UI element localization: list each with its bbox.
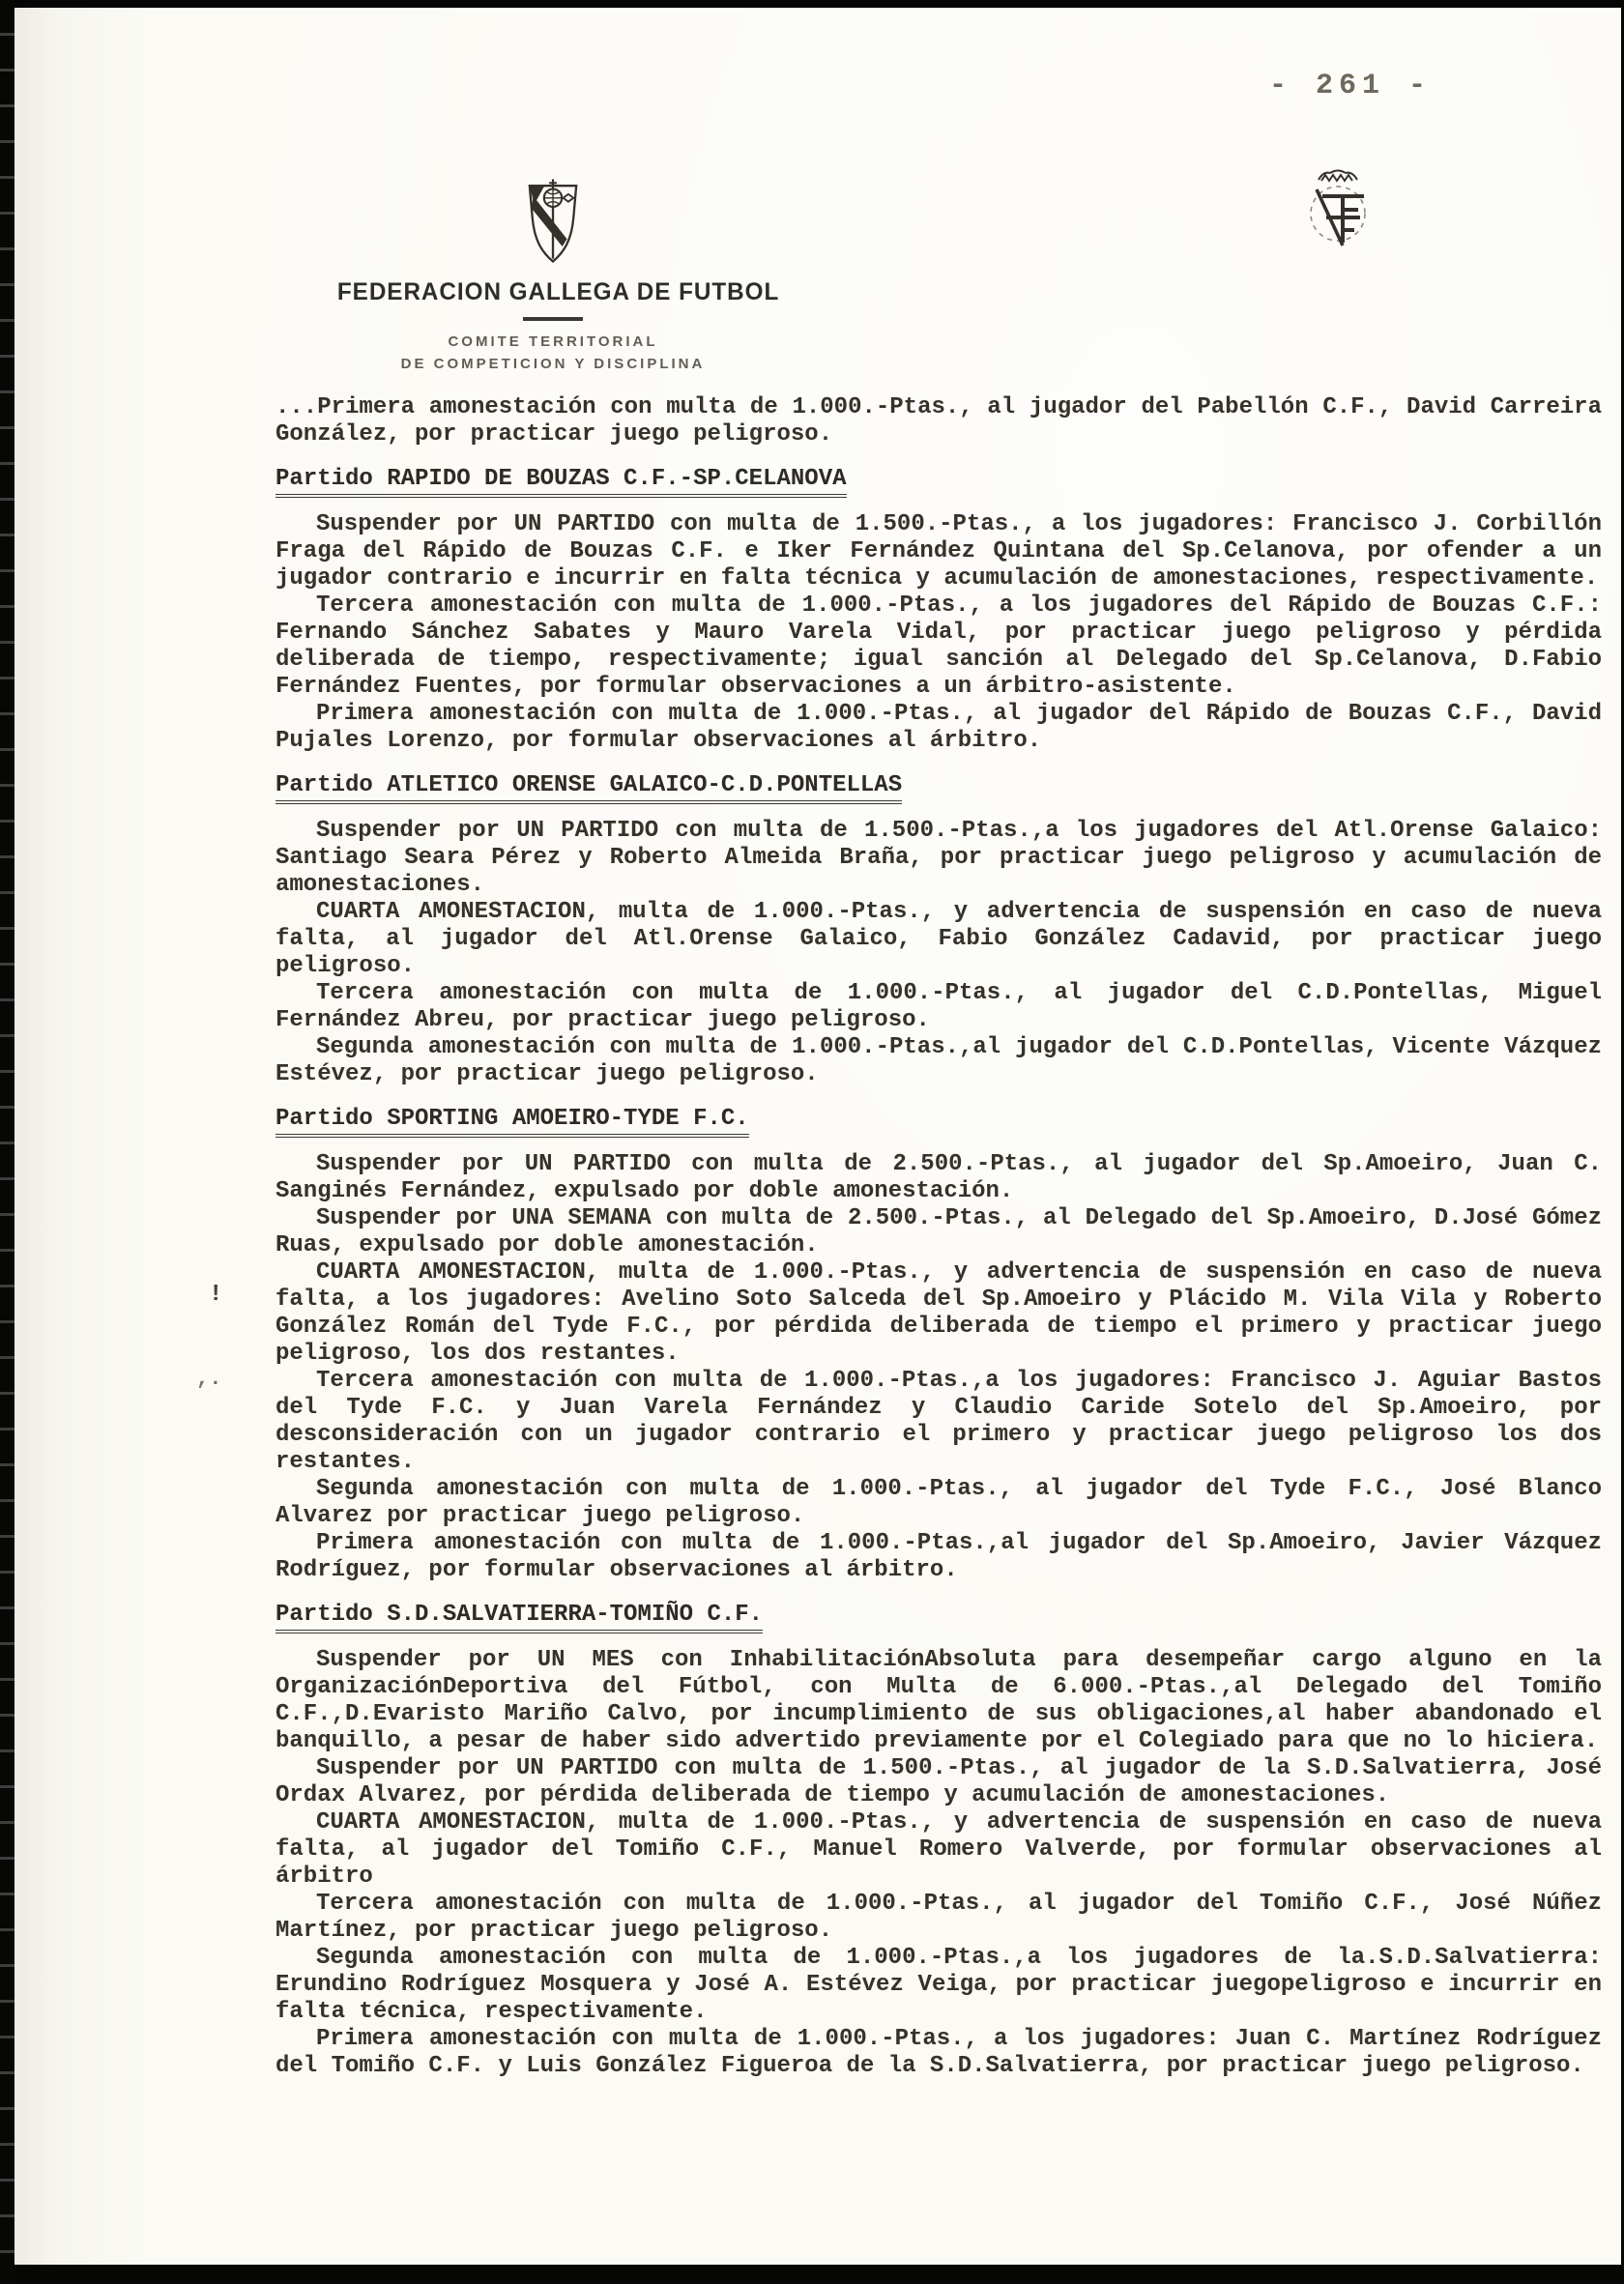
match-section-heading: Partido RAPIDO DE BOUZAS C.F.-SP.CELANOVA bbox=[276, 466, 847, 498]
intro-paragraph: ...Primera amonestación con multa de 1.000.-Ptas., al jugador del Pabellón C.F., David Carreira González, por practicar juego peligroso. bbox=[276, 394, 1602, 448]
committee-line-1: COMITE TERRITORIAL bbox=[448, 333, 658, 350]
match-section-heading: Partido SPORTING AMOEIRO-TYDE F.C. bbox=[276, 1106, 749, 1138]
stray-ink-mark: ,. bbox=[196, 1367, 222, 1391]
match-section-heading: Partido S.D.SALVATIERRA-TOMIÑO C.F. bbox=[276, 1602, 763, 1633]
sanction-paragraph: Tercera amonestación con multa de 1.000.-Ptas., al jugador del Tomiño C.F., José Núñez Martínez, por practicar juego peligroso. bbox=[276, 1891, 1602, 1944]
sanction-paragraph: Tercera amonestación con multa de 1.000.-Ptas., al jugador del C.D.Pontellas, Miguel Fernández Abreu, por practicar juego peligroso. bbox=[276, 980, 1602, 1033]
sanction-paragraph: Suspender por UN PARTIDO con multa de 2.500.-Ptas., al jugador del Sp.Amoeiro, Juan C. Sanginés Fernández, expulsado por doble amonestación. bbox=[276, 1151, 1602, 1204]
sanction-paragraph: Tercera amonestación con multa de 1.000.-Ptas.,a los jugadores: Francisco J. Aguiar Bastos del Tyde F.C. y Juan Varela Fernández y Claudio Caride Sotelo del Sp.Amoeiro, por desconsideración con un jugador contrario el primero y practicar juego peligroso los dos restantes. bbox=[276, 1368, 1602, 1475]
sanction-paragraph: Primera amonestación con multa de 1.000.-Ptas., a los jugadores: Juan C. Martínez Rodríguez del Tomiño C.F. y Luis González Figueroa de la S.D.Salvatierra, por practicar juego peligroso. bbox=[276, 2026, 1602, 2079]
stray-ink-mark: ! bbox=[209, 1282, 223, 1308]
scan-left-border bbox=[0, 0, 14, 2284]
sanction-paragraph: Segunda amonestación con multa de 1.000.-Ptas.,al jugador del C.D.Pontellas, Vicente Vázquez Estévez, por practicar juego peligroso. bbox=[276, 1034, 1602, 1087]
federation-shield-logo bbox=[525, 172, 581, 267]
committee-line-2: DE COMPETICION Y DISCIPLINA bbox=[400, 356, 706, 372]
sanction-paragraph: Suspender por UN PARTIDO con multa de 1.500.-Ptas., al jugador de la S.D.Salvatierra, José Ordax Alvarez, por pérdida deliberada de tiempo y acumulación de amonestaciones. bbox=[276, 1755, 1602, 1808]
sanction-paragraph: CUARTA AMONESTACION, multa de 1.000.-Ptas., y advertencia de suspensión en caso de nueva falta, a los jugadores: Avelino Soto Salceda del Sp.Amoeiro y Plácido M. Vila Vila y Roberto González Román del Tyde F.C., por pérdida deliberada de tiempo el primero y practicar juego peligroso, los dos restantes. bbox=[276, 1259, 1602, 1367]
organization-name: FEDERACION GALLEGA DE FUTBOL bbox=[336, 278, 780, 305]
sanction-paragraph: Tercera amonestación con multa de 1.000.-Ptas., a los jugadores del Rápido de Bouzas C.F.: Fernando Sánchez Sabates y Mauro Varela Vidal, por practicar juego peligroso y pérdida deliberada de tiempo, respectivamente; igual sanción al Delegado del Sp.Celanova, D.Fabio Fernández Fuentes, por formular observaciones a un árbitro-asistente. bbox=[276, 593, 1602, 700]
sanction-paragraph: CUARTA AMONESTACION, multa de 1.000.-Ptas., y advertencia de suspensión en caso de nueva falta, al jugador del Tomiño C.F., Manuel Romero Valverde, por formular observaciones al árbitro bbox=[276, 1809, 1602, 1890]
match-section-heading: Partido ATLETICO ORENSE GALAICO-C.D.PONTELLAS bbox=[276, 772, 902, 804]
sanction-paragraph: Segunda amonestación con multa de 1.000.-Ptas., al jugador del Tyde F.C., José Blanco Alvarez por practicar juego peligroso. bbox=[276, 1476, 1602, 1529]
letterhead-divider bbox=[523, 317, 583, 321]
sanction-paragraph: Primera amonestación con multa de 1.000.-Ptas., al jugador del Rápido de Bouzas C.F., David Pujales Lorenzo, por formular observaciones al árbitro. bbox=[276, 701, 1602, 754]
sanction-paragraph: Primera amonestación con multa de 1.000.-Ptas.,al jugador del Sp.Amoeiro, Javier Vázquez Rodríguez, por formular observaciones al árbitro. bbox=[276, 1530, 1602, 1583]
letterhead bbox=[331, 172, 780, 372]
sanction-paragraph: Suspender por UN PARTIDO con multa de 1.500.-Ptas., a los jugadores: Francisco J. Corbillón Fraga del Rápido de Bouzas C.F. e Iker Fernández Quintana del Sp.Celanova, por ofender a un jugador contrario e incurrir en falta técnica y acumulación de amonestaciones, respectivamente. bbox=[276, 511, 1602, 592]
crown-ff-crest-logo bbox=[1302, 160, 1372, 257]
sanction-paragraph: CUARTA AMONESTACION, multa de 1.000.-Ptas., y advertencia de suspensión en caso de nueva falta, al jugador del Atl.Orense Galaico, Fabio González Cadavid, por practicar juego peligroso. bbox=[276, 899, 1602, 979]
document-page bbox=[14, 8, 1621, 2265]
sanction-paragraph: Suspender por UN PARTIDO con multa de 1.500.-Ptas.,a los jugadores del Atl.Orense Galaico: Santiago Seara Pérez y Roberto Almeida Braña, por practicar juego peligroso y acumulación de amonestaciones. bbox=[276, 818, 1602, 898]
sanction-paragraph: Segunda amonestación con multa de 1.000.-Ptas.,a los jugadores de la.S.D.Salvatierra: Erundino Rodríguez Mosquera y José A. Estévez Veiga, por practicar juegopeligroso e incurrir en falta técnica, respectivamente. bbox=[276, 1945, 1602, 2025]
page-number: - 261 - bbox=[1269, 70, 1433, 102]
sanction-paragraph: Suspender por UN MES con InhabilitaciónAbsoluta para desempeñar cargo alguno en la OrganizaciónDeportiva del Fútbol, con Multa de 6.000.-Ptas.,al Delegado del Tomiño C.F.,D.Evaristo Mariño Calvo, por incumplimiento de sus obligaciones,al haber abandonado el banquillo, a pesar de haber sido advertido previamente por el Colegiado para que no lo hiciera. bbox=[276, 1647, 1602, 1754]
document-text bbox=[276, 394, 1602, 2080]
sanction-paragraph: Suspender por UNA SEMANA con multa de 2.500.-Ptas., al Delegado del Sp.Amoeiro, D.José Gómez Ruas, expulsado por doble amonestación. bbox=[276, 1205, 1602, 1258]
